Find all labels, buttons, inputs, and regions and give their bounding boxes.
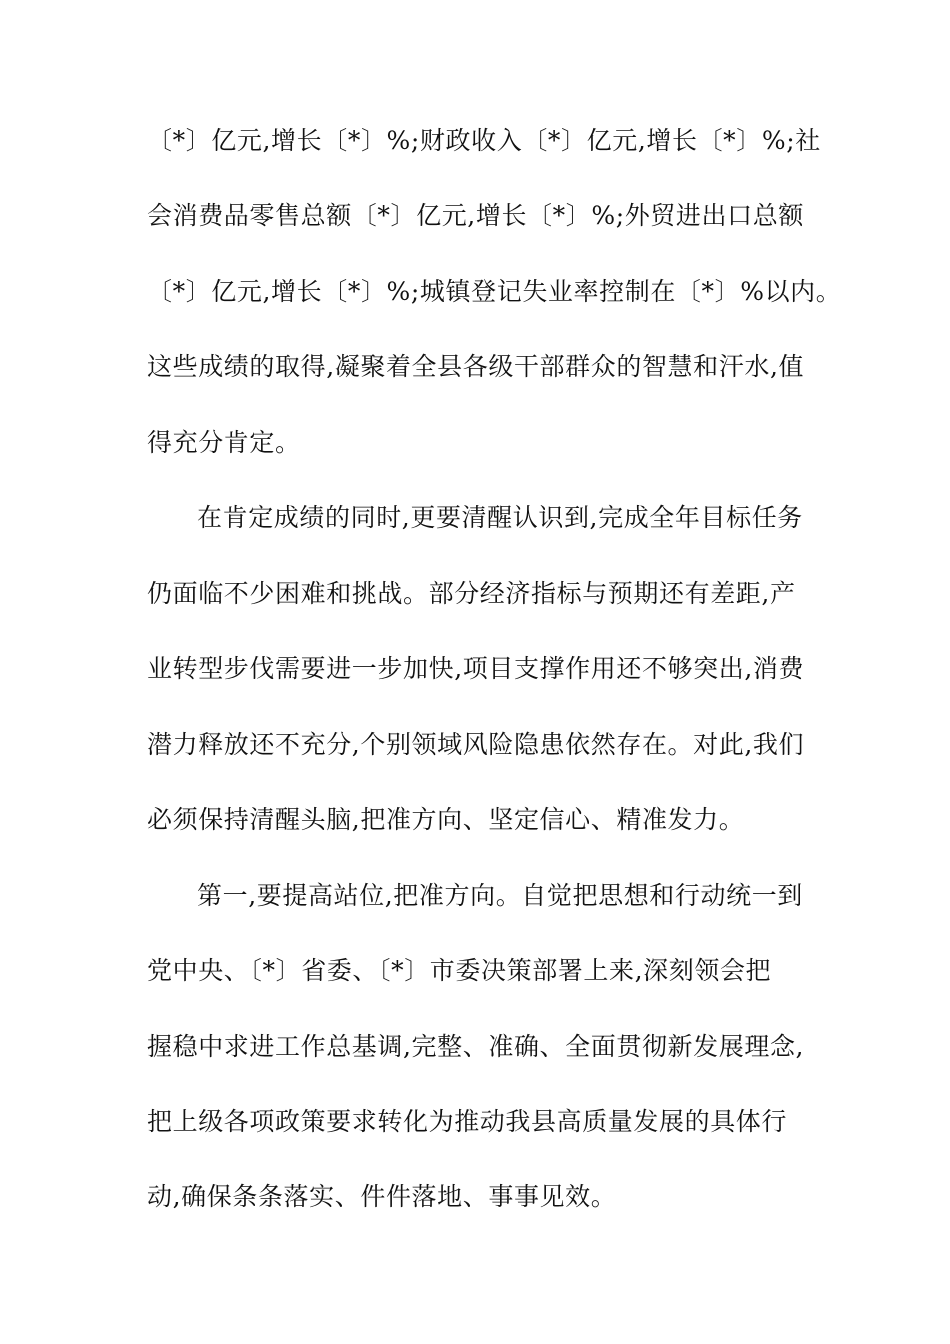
text-line: 〔*〕亿元,增长〔*〕%;财政收入〔*〕亿元,增长〔*〕%;社 xyxy=(147,126,821,155)
text-line: 党中央、〔*〕省委、〔*〕市委决策部署上来,深刻领会把 xyxy=(147,956,772,985)
text-line: 这些成绩的取得,凝聚着全县各级干部群众的智慧和汗水,值 xyxy=(147,352,805,381)
text-line: 业转型步伐需要进一步加快,项目支撑作用还不够突出,消费 xyxy=(147,654,805,683)
text-line: 潜力释放还不充分,个别领域风险隐患依然存在。对此,我们 xyxy=(147,730,805,759)
paragraph-start-line: 第一,要提高站位,把准方向。自觉把思想和行动统一到 xyxy=(197,881,803,910)
text-line: 仍面临不少困难和挑战。部分经济指标与预期还有差距,产 xyxy=(147,579,796,608)
text-line: 握稳中求进工作总基调,完整、准确、全面贯彻新发展理念, xyxy=(147,1032,805,1061)
text-line: 把上级各项政策要求转化为推动我县高质量发展的具体行 xyxy=(147,1107,788,1136)
paragraph-start-line: 在肯定成绩的同时,更要清醒认识到,完成全年目标任务 xyxy=(197,503,803,532)
text-line: 动,确保条条落实、件件落地、事事见效。 xyxy=(147,1182,617,1211)
text-line: 必须保持清醒头脑,把准方向、坚定信心、精准发力。 xyxy=(147,805,745,834)
text-line: 会消费品零售总额〔*〕亿元,增长〔*〕%;外贸进出口总额 xyxy=(147,201,804,230)
text-line: 得充分肯定。 xyxy=(147,428,301,457)
text-line: 〔*〕亿元,增长〔*〕%;城镇登记失业率控制在〔*〕%以内。 xyxy=(147,277,842,306)
